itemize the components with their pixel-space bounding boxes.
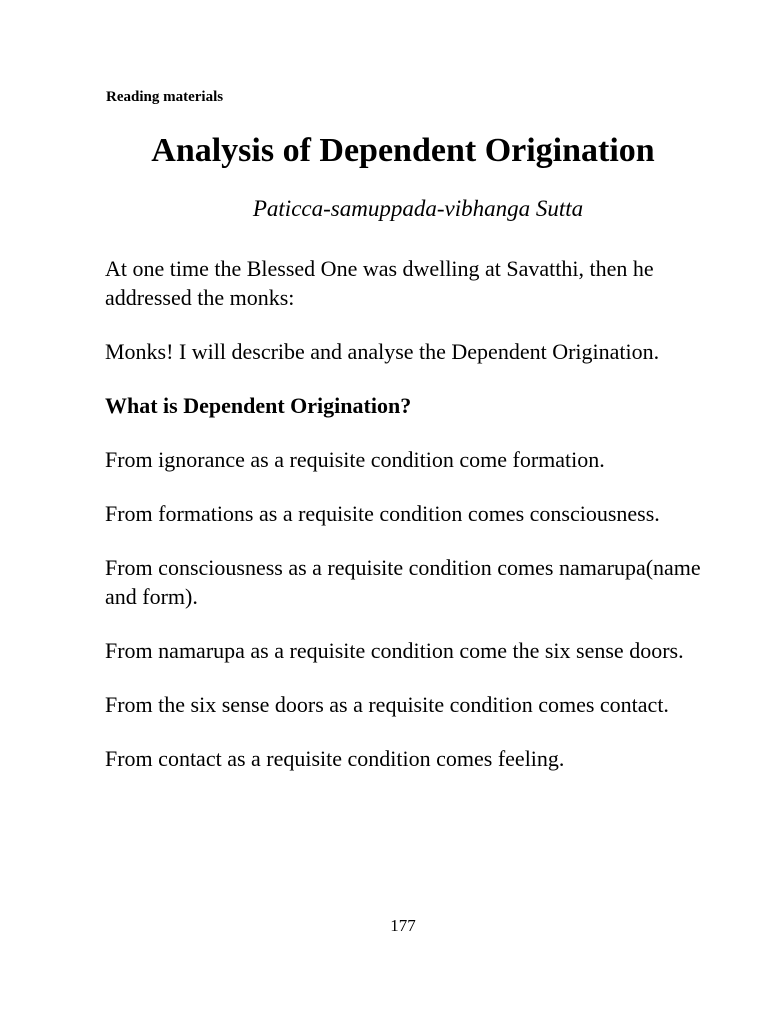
- paragraph-formations: From formations as a requisite condition comes consciousness.: [105, 501, 660, 526]
- page-number: 177: [390, 916, 416, 935]
- page-subtitle: Paticca-samuppada-vibhanga Sutta: [252, 196, 584, 221]
- section-heading: What is Dependent Origination?: [105, 393, 412, 418]
- paragraph-sense-doors: From the six sense doors as a requisite condition comes contact.: [105, 692, 669, 717]
- section-label: Reading materials: [106, 89, 224, 105]
- paragraph-ignorance: From ignorance as a requisite condition come formation.: [105, 447, 605, 472]
- paragraph-address: Monks! I will describe and analyse the Dependent Origination.: [105, 339, 660, 364]
- paragraph-contact: From contact as a requisite condition comes feeling.: [105, 746, 565, 771]
- page-title: Analysis of Dependent Origination: [151, 132, 655, 169]
- paragraph-consciousness: From consciousness as a requisite condition comes namarupa(name and form).: [105, 555, 701, 609]
- body-text: [105, 254, 725, 798]
- paragraph-intro: At one time the Blessed One was dwelling at Savatthi, then he addressed the monks:: [105, 256, 654, 310]
- paragraph-namarupa: From namarupa as a requisite condition come the six sense doors.: [105, 638, 684, 663]
